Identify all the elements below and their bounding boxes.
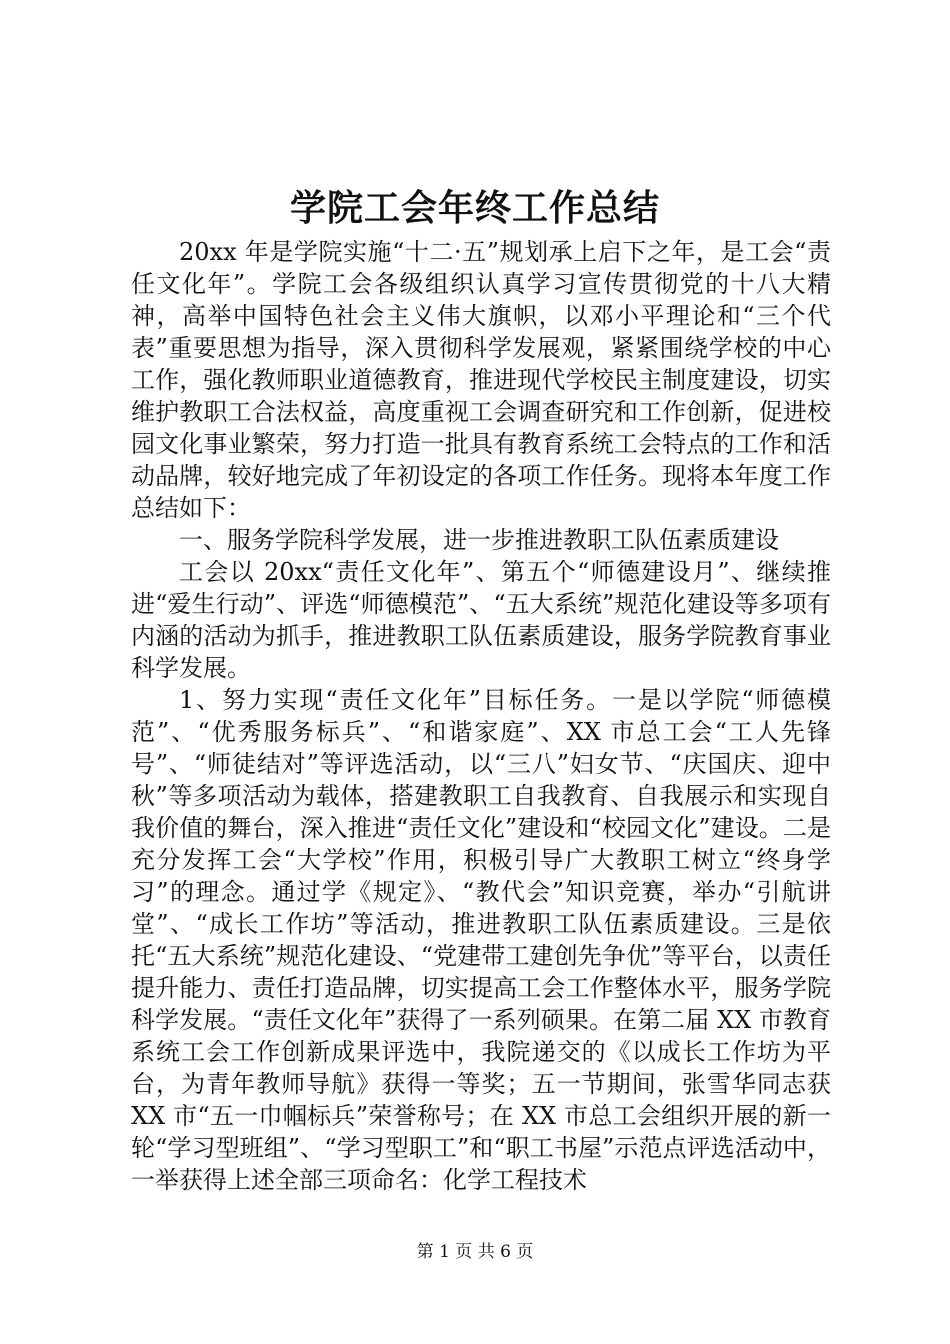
paragraph-item-1: 1、努力实现“责任文化年”目标任务。一是以学院“师德模范”、“优秀服务标兵”、“和谐家庭”、XX 市总工会“工人先锋号”、“师徒结对”等评选活动，以“三八”妇女节、“庆国庆、迎中秋”等多项活动为载体，搭建教职工自我教育、自我展示和实现自我价值的舞台，深入推进“责任文化”建设和“校园文化”建设。二是充分发挥工会“大学校”作用，积极引导广大教职工树立“终身学习”的理念。通过学《规定》、“教代会”知识竞赛，举办“引航讲堂”、“成长工作坊”等活动，推进教职工队伍素质建设。三是依托“五大系统”规范化建设、“党建带工建创先争优”等平台，以责任提升能力、责任打造品牌，切实提高工会工作整体水平，服务学院科学发展。“责任文化年”获得了一系列硕果。在第二届 XX 市教育系统工会工作创新成果评选中，我院递交的《以成长工作坊为平台，为青年教师导航》获得一等奖；五一节期间，张雪华同志获 XX 市“五一巾帼标兵”荣誉称号；在 XX 市总工会组织开展的新一轮“学习型班组”、“学习型职工”和“职工书屋”示范点评选活动中，一举获得上述全部三项命名：化学工程技术 xyxy=(131,686,831,1194)
document-body xyxy=(131,236,831,1196)
paragraph-section-1: 工会以 20xx“责任文化年”、第五个“师德建设月”、继续推进“爱生行动”、评选“师德模范”、“五大系统”规范化建设等多项有内涵的活动为抓手，推进教职工队伍素质建设，服务学院教育事业科学发展。 xyxy=(131,558,831,682)
section-heading-1: 一、服务学院科学发展，进一步推进教职工队伍素质建设 xyxy=(179,526,779,554)
document-title: 学院工会年终工作总结 xyxy=(289,187,660,229)
paragraph-intro: 20xx 年是学院实施“十二·五”规划承上启下之年，是工会“责任文化年”。学院工会各级组织认真学习宣传贯彻党的十八大精神，高举中国特色社会主义伟大旗帜，以邓小平理论和“三个代表”重要思想为指导，深入贯彻科学发展观，紧紧围绕学校的中心工作，强化教师职业道德教育，推进现代学校民主制度建设，切实维护教职工合法权益，高度重视工会调查研究和工作创新，促进校园文化事业繁荣，努力打造一批具有教育系统工会特点的工作和活动品牌，较好地完成了年初设定的各项工作任务。现将本年度工作总结如下： xyxy=(131,238,831,522)
page-footer: 第 1 页 共 6 页 xyxy=(416,1242,534,1262)
